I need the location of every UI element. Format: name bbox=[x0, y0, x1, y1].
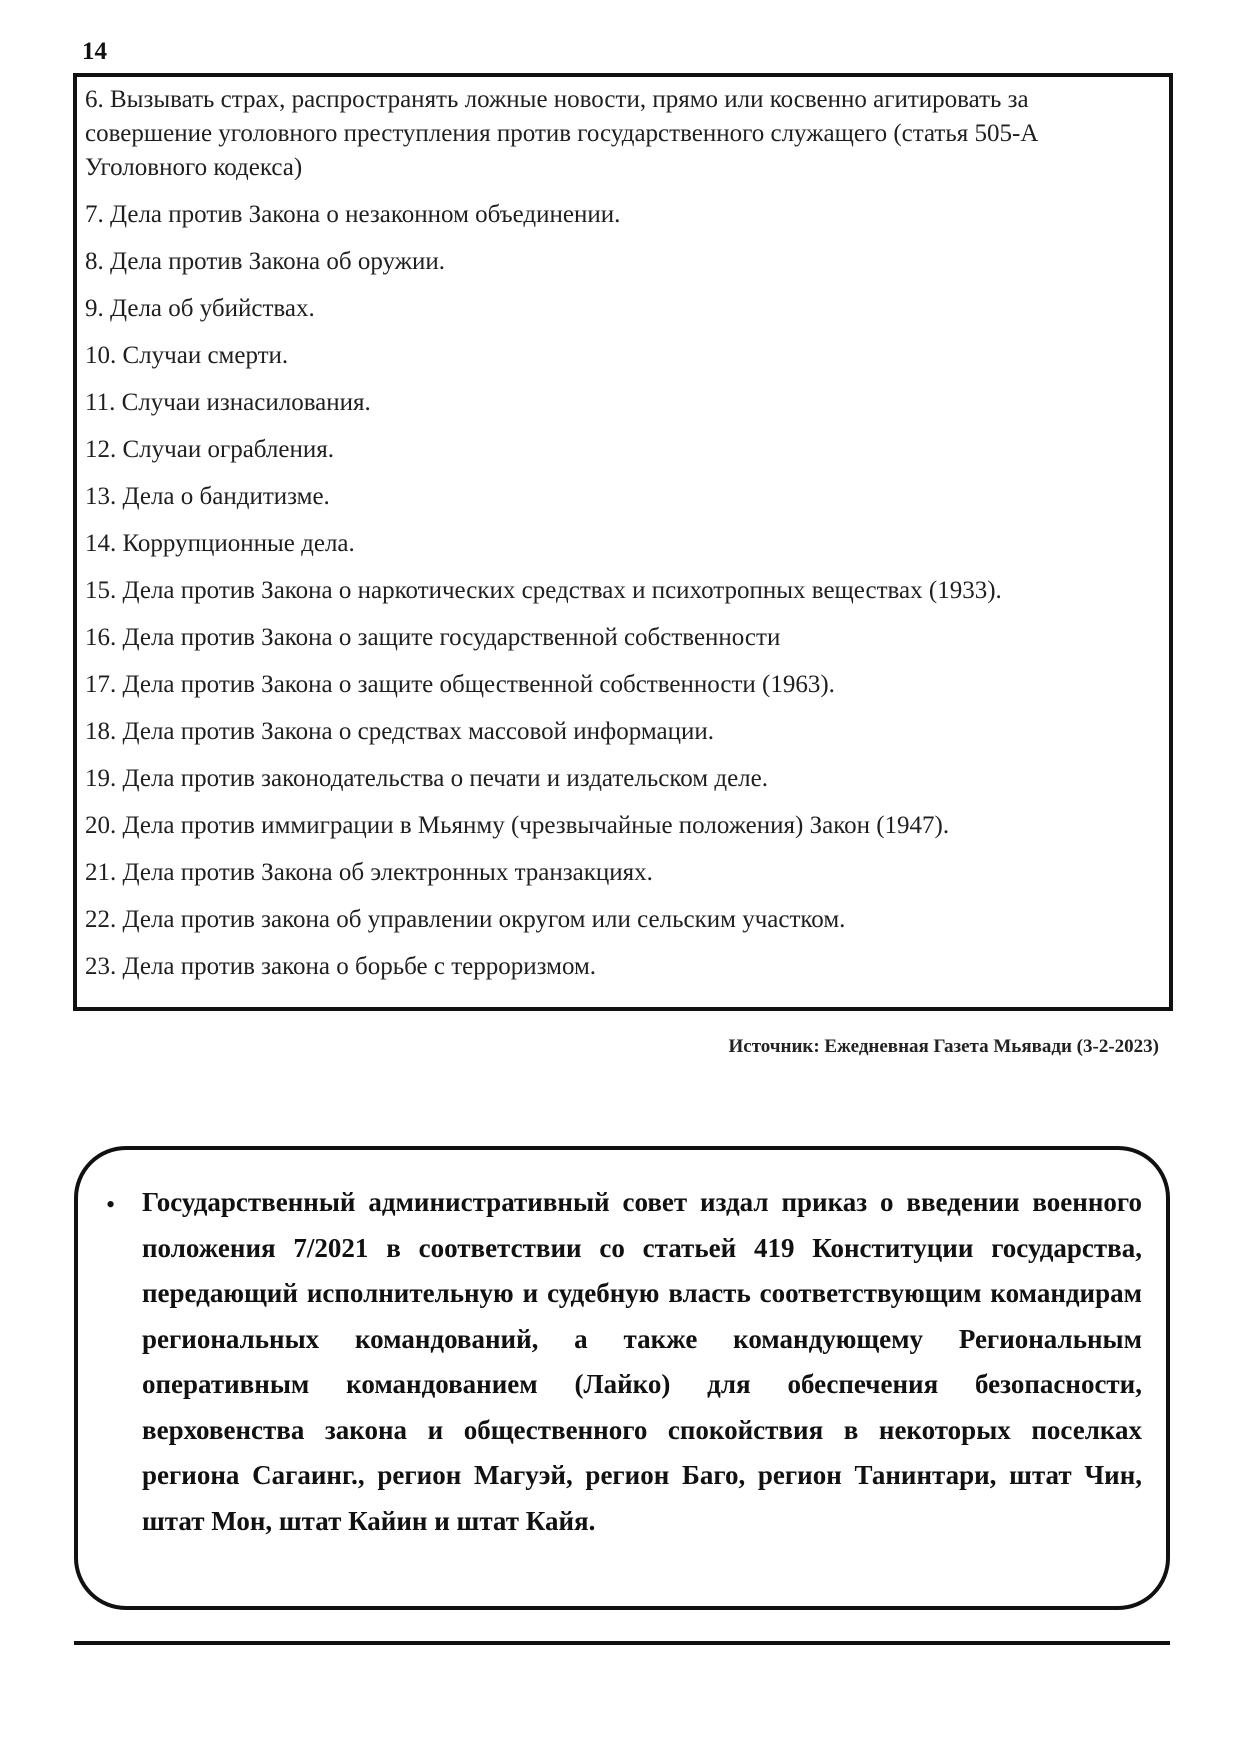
source-citation: Источник: Ежедневная Газета Мьявади (3-2-2023) bbox=[728, 1036, 1159, 1057]
list-item: 6. Вызывать страх, распространять ложные новости, прямо или косвенно агитировать за совершение уголовного преступления против государственного служащего (статья 505-А Уголовного кодекса) bbox=[85, 86, 1039, 181]
case-list-box bbox=[73, 73, 1173, 1011]
list-item: 12. Случаи ограбления. bbox=[85, 436, 334, 463]
callout-text: Государственный административный совет издал приказ о введении военного положения 7/2021 в соответствии со статьей 419 Конституции государства, передающий исполнительную и судебную власть соответствующим командирам региональных командований, а также командующему Региональным оперативным командованием (Лайко) для обеспечения безопасности, верховенства закона и общественного спокойствия в некоторых поселках региона Сагаинг., регион Магуэй, регион Баго, регион Танинтари, штат Чин, штат Мон, штат Кайин и штат Кайя. bbox=[142, 1187, 1142, 1536]
list-item: 15. Дела против Закона о наркотических средствах и психотропных веществах (1933). bbox=[85, 577, 1002, 604]
list-item: 10. Случаи смерти. bbox=[85, 342, 289, 369]
list-item: 23. Дела против закона о борьбе с терроризмом. bbox=[85, 953, 597, 980]
list-item: 13. Дела о бандитизме. bbox=[85, 483, 330, 510]
list-item: 11. Случаи изнасилования. bbox=[85, 389, 371, 416]
list-item: 9. Дела об убийствах. bbox=[85, 295, 315, 322]
list-item: 14. Коррупционные дела. bbox=[85, 530, 355, 557]
list-item: 7. Дела против Закона о незаконном объединении. bbox=[85, 201, 621, 228]
list-item: 21. Дела против Закона об электронных транзакциях. bbox=[85, 859, 653, 886]
list-item: 20. Дела против иммиграции в Мьянму (чрезвычайные положения) Закон (1947). bbox=[85, 812, 950, 839]
list-item: 19. Дела против законодательства о печати и издательском деле. bbox=[85, 765, 768, 792]
footer-divider bbox=[74, 1641, 1170, 1645]
page-number: 14 bbox=[82, 38, 107, 65]
bullet-icon: • bbox=[106, 1190, 116, 1219]
list-item: 18. Дела против Закона о средствах массовой информации. bbox=[85, 718, 714, 745]
list-item: 16. Дела против Закона о защите государственной собственности bbox=[85, 624, 781, 651]
callout-box bbox=[74, 1146, 1170, 1610]
list-item: 17. Дела против Закона о защите общественной собственности (1963). bbox=[85, 671, 835, 698]
list-item: 22. Дела против закона об управлении округом или сельским участком. bbox=[85, 906, 846, 933]
list-item: 8. Дела против Закона об оружии. bbox=[85, 248, 445, 275]
